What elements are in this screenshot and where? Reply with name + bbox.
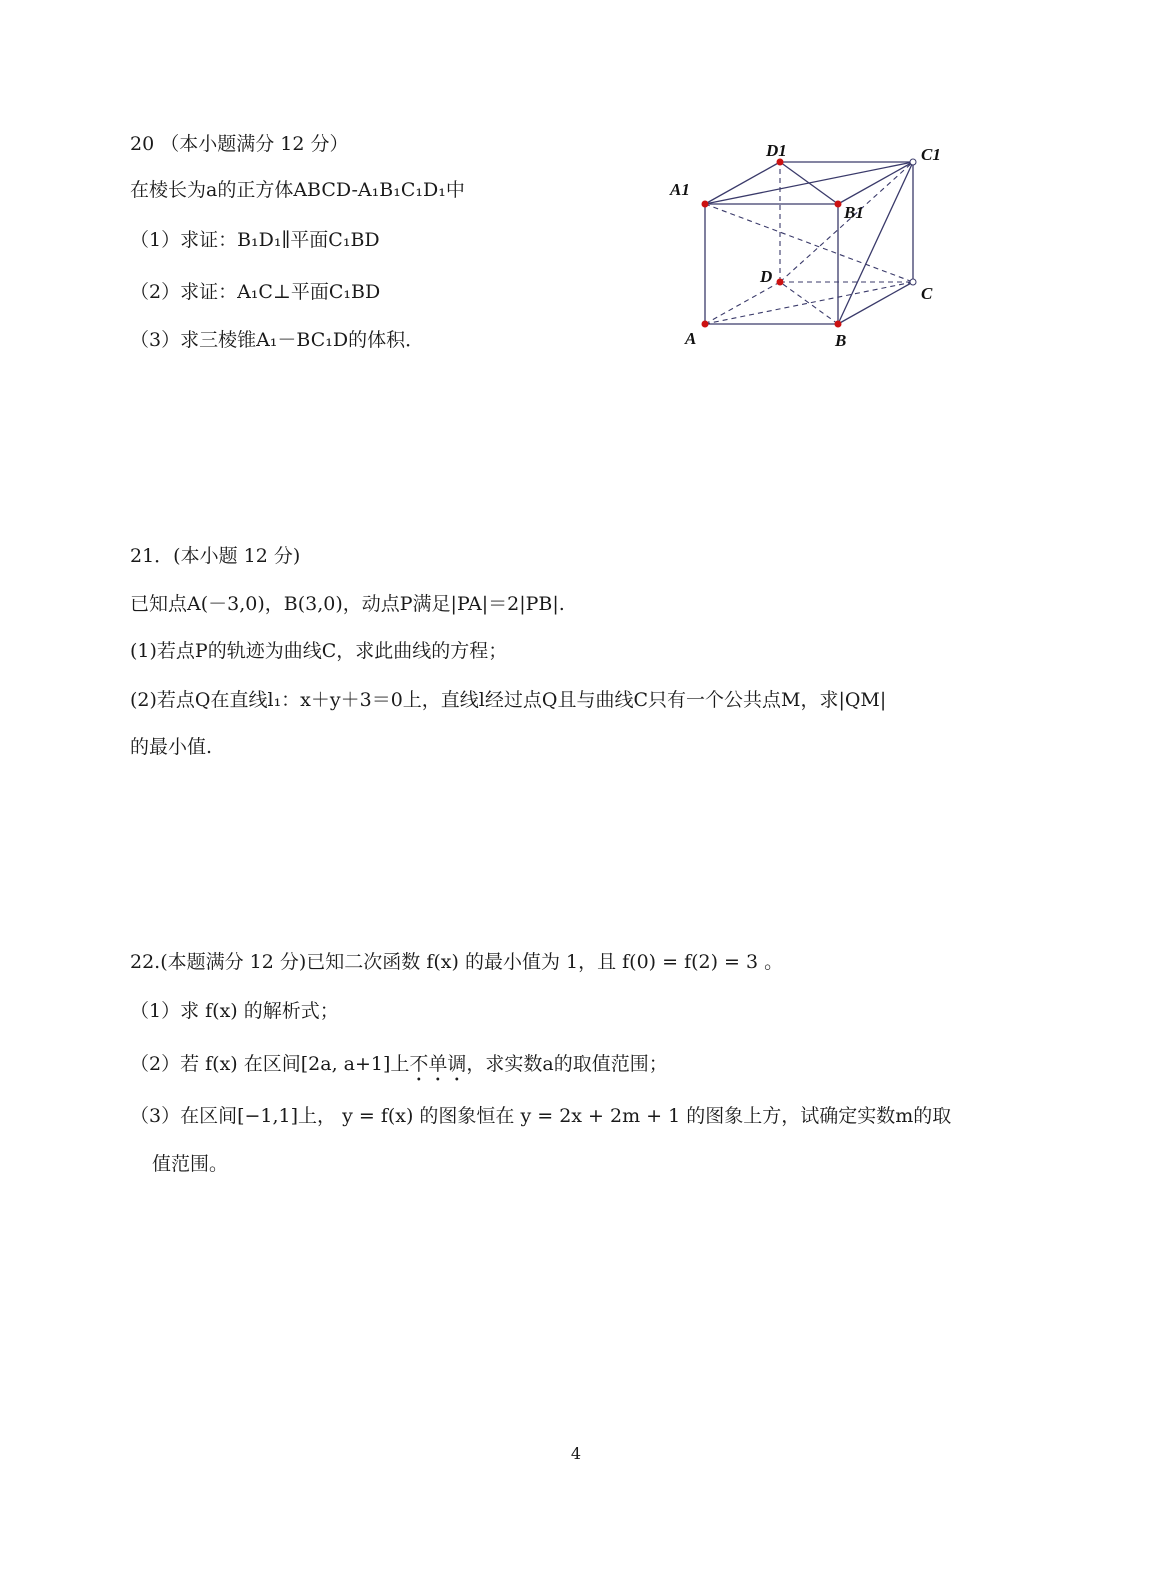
diag-b1-d1 bbox=[780, 162, 838, 204]
q20-intro: 在棱长为a的正方体ABCD-A₁B₁C₁D₁中 bbox=[130, 179, 465, 201]
diag-a1-c bbox=[705, 204, 913, 282]
label-c: C bbox=[921, 284, 933, 303]
q20-part2: （2）求证：A₁C⊥平面C₁BD bbox=[130, 281, 381, 303]
q22-part2 bbox=[130, 1050, 668, 1086]
q22-part2-post: ，求实数a的取值范围； bbox=[466, 1053, 668, 1075]
label-b1: B1 bbox=[844, 203, 864, 222]
q22-part3-cont: 值范围。 bbox=[152, 1153, 229, 1175]
q20-part3: （3）求三棱锥A₁－BC₁D的体积． bbox=[130, 329, 425, 351]
q20-part1: （1）求证：B₁D₁∥平面C₁BD bbox=[130, 229, 380, 251]
q21-title: 21．(本小题 12 分) bbox=[130, 545, 301, 567]
edge-b1-c1 bbox=[838, 162, 913, 204]
q22-part3: （3）在区间[−1,1]上， y = f(x) 的图象恒在 y = 2x + 2m + 1 的图象上方，试确定实数m的取 bbox=[130, 1105, 952, 1127]
q21-part2-line2: 的最小值. bbox=[130, 736, 213, 758]
q21-part2-line1: (2)若点Q在直线l₁：x＋y＋3＝0上，直线l经过点Q且与曲线C只有一个公共点M，求|QM| bbox=[130, 689, 887, 711]
label-d: D bbox=[760, 267, 773, 286]
q20-title: 20 （本小题满分 12 分） bbox=[130, 133, 349, 155]
label-c1: C1 bbox=[921, 145, 941, 164]
vertex-a1 bbox=[702, 201, 709, 208]
cube-figure bbox=[660, 128, 980, 358]
diag-d-c1 bbox=[780, 162, 913, 282]
vertex-c1 bbox=[910, 159, 916, 165]
label-d1: D1 bbox=[766, 141, 787, 160]
label-a: A bbox=[685, 329, 697, 348]
diag-b-d bbox=[780, 282, 838, 324]
edge-a-d bbox=[705, 282, 780, 324]
q22-part1: （1）求 f(x) 的解析式； bbox=[130, 1000, 339, 1022]
q21-part1: (1)若点P的轨迹为曲线C，求此曲线的方程； bbox=[130, 640, 508, 662]
q22-title: 22.(本题满分 12 分)已知二次函数 f(x) 的最小值为 1，且 f(0) = f(2) = 3 。 bbox=[130, 951, 784, 973]
label-a1: A1 bbox=[670, 180, 690, 199]
vertex-b bbox=[835, 321, 842, 328]
page-number: 4 bbox=[570, 1444, 582, 1463]
label-b: B bbox=[835, 331, 847, 350]
edge-a1-d1 bbox=[705, 162, 780, 204]
edge-b-c bbox=[838, 282, 913, 324]
vertex-d bbox=[777, 279, 784, 286]
q22-part2-pre: （2）若 f(x) 在区间[2a, a+1]上 bbox=[130, 1053, 410, 1075]
vertex-c bbox=[910, 279, 916, 285]
q21-intro: 已知点A(－3,0)，B(3,0)，动点P满足|PA|＝2|PB|. bbox=[130, 593, 565, 615]
diag-a-c bbox=[705, 282, 913, 324]
q22-part2-emphasis: 不单调 bbox=[409, 1053, 467, 1075]
vertex-b1 bbox=[835, 201, 842, 208]
diag-b-c1 bbox=[838, 162, 913, 324]
vertex-a bbox=[702, 321, 709, 328]
